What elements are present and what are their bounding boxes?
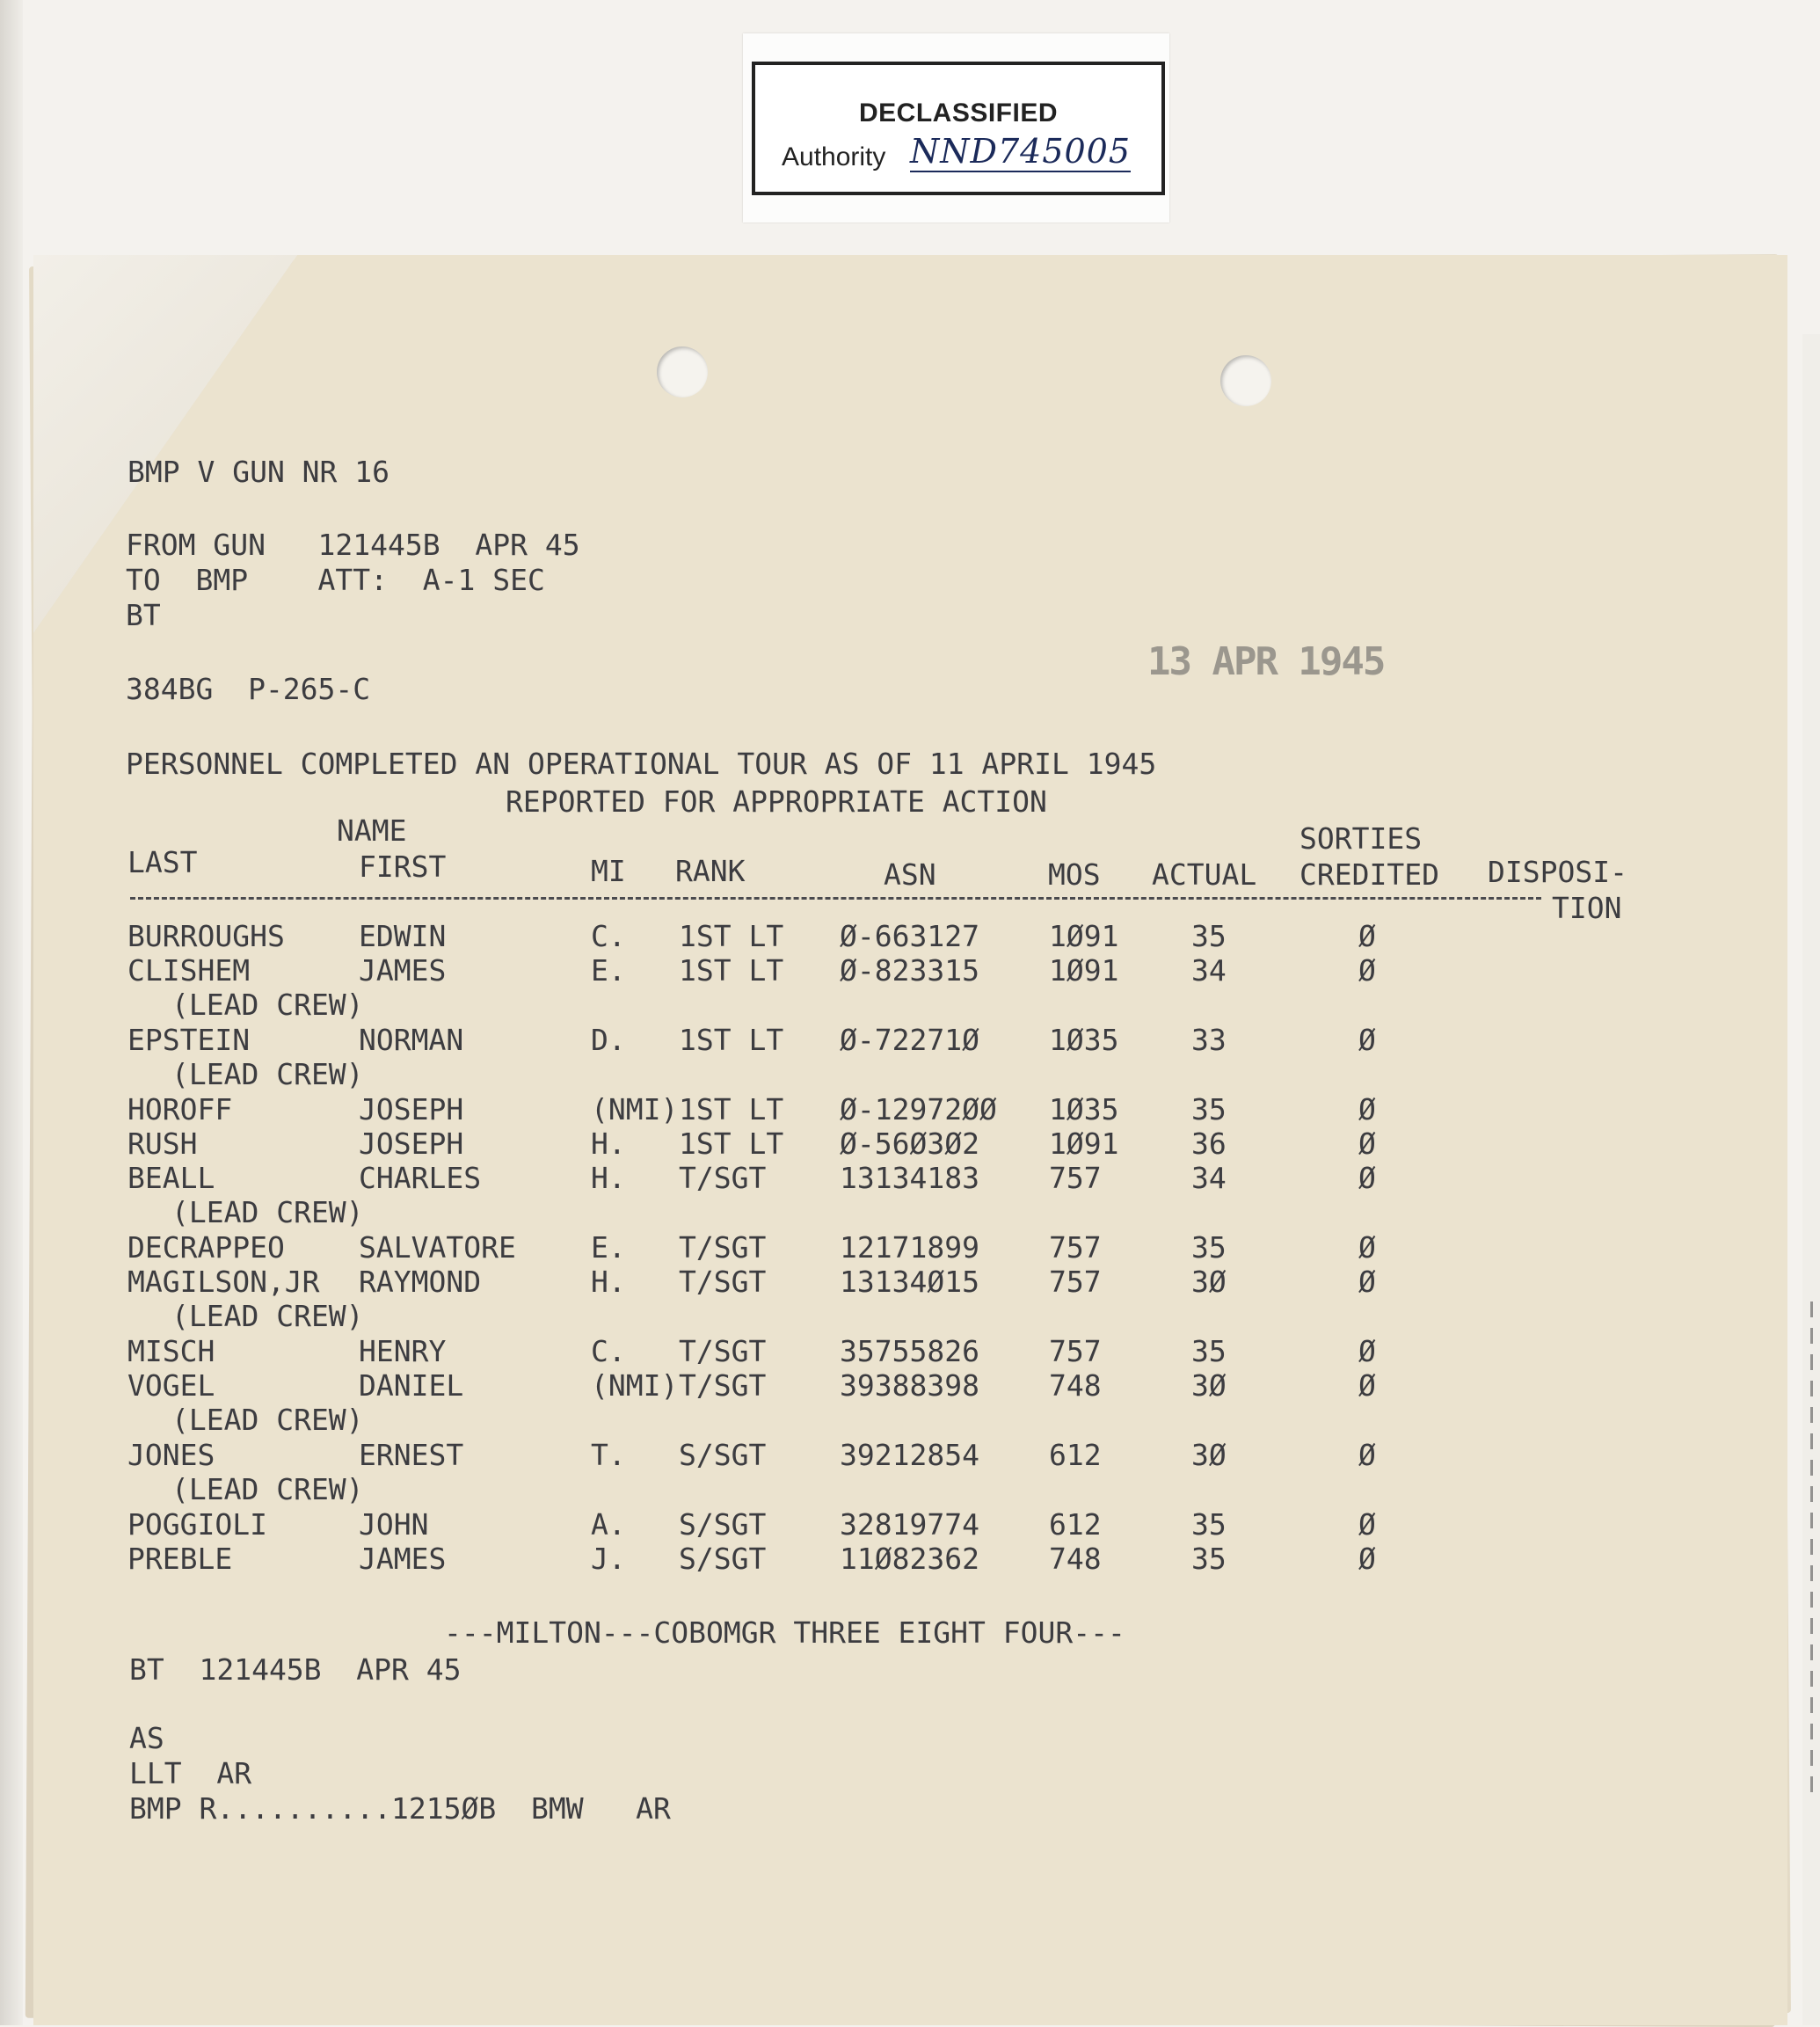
cell-rank: T/SGT: [679, 1265, 767, 1299]
cell-mi: C.: [591, 1334, 626, 1368]
cell-mi: J.: [591, 1542, 626, 1576]
cell-credited: Ø: [1358, 1127, 1376, 1161]
cell-mos: 1Ø35: [1049, 1092, 1119, 1127]
stamp-authority-label: Authority: [782, 142, 886, 171]
header-disposition: DISPOSI-: [1488, 855, 1627, 889]
cell-actual: 33: [1191, 1023, 1227, 1057]
cell-asn: Ø-12972ØØ: [840, 1092, 997, 1127]
cell-mi: (NMI): [591, 1368, 679, 1403]
punch-hole: [1220, 355, 1271, 406]
declassified-stamp: [752, 62, 1165, 195]
cell-last: POGGIOLI: [127, 1507, 267, 1542]
cell-first: JAMES: [359, 1542, 447, 1576]
cell-rank: T/SGT: [679, 1368, 767, 1403]
cell-credited: Ø: [1358, 919, 1376, 953]
footer-as: AS: [129, 1721, 164, 1755]
stamp-title: DECLASSIFIED: [858, 98, 1059, 128]
cell-last: BURROUGHS: [127, 919, 285, 953]
cell-first: JOHN: [359, 1507, 429, 1542]
cell-mos: 748: [1049, 1368, 1102, 1403]
cell-last: BEALL: [127, 1161, 215, 1195]
header-name: NAME: [337, 813, 407, 848]
cell-mi: C.: [591, 919, 626, 953]
header-sorties: SORTIES: [1299, 821, 1423, 856]
cell-asn: Ø-72271Ø: [840, 1023, 979, 1057]
cell-last: VOGEL: [127, 1368, 215, 1403]
cell-credited: Ø: [1358, 1161, 1376, 1195]
cell-actual: 35: [1191, 1507, 1227, 1542]
cell-rank: S/SGT: [679, 1438, 767, 1472]
header-disposition-cont: TION: [1552, 891, 1622, 925]
intro-line-2: REPORTED FOR APPROPRIATE ACTION: [506, 784, 1047, 819]
cell-first: ERNEST: [359, 1438, 464, 1472]
cell-rank: T/SGT: [679, 1230, 767, 1265]
cell-asn: Ø-56Ø3Ø2: [840, 1127, 979, 1161]
cell-mos: 757: [1049, 1161, 1102, 1195]
cell-note: (LEAD CREW): [171, 1472, 364, 1506]
cell-rank: S/SGT: [679, 1542, 767, 1576]
table-divider: [130, 897, 1541, 900]
header-last: LAST: [127, 845, 198, 879]
to-line: TO BMP ATT: A-1 SEC: [126, 563, 545, 597]
cell-credited: Ø: [1358, 1023, 1376, 1057]
cell-mos: 748: [1049, 1542, 1102, 1576]
cell-rank: 1ST LT: [679, 1092, 784, 1127]
cell-mos: 1Ø91: [1049, 953, 1119, 988]
cell-actual: 35: [1191, 1092, 1227, 1127]
cell-credited: Ø: [1358, 1542, 1376, 1576]
cell-rank: 1ST LT: [679, 953, 784, 988]
cell-mos: 1Ø35: [1049, 1023, 1119, 1057]
cell-actual: 35: [1191, 1230, 1227, 1265]
cell-asn: 35755826: [840, 1334, 979, 1368]
cell-mi: D.: [591, 1023, 626, 1057]
cell-rank: T/SGT: [679, 1161, 767, 1195]
cell-last: PREBLE: [127, 1542, 233, 1576]
cell-asn: Ø-663127: [840, 919, 979, 953]
cell-credited: Ø: [1358, 1265, 1376, 1299]
pencil-mark: [1810, 1302, 1813, 1794]
cell-note: (LEAD CREW): [171, 988, 364, 1022]
cell-actual: 35: [1191, 919, 1227, 953]
cell-credited: Ø: [1358, 1230, 1376, 1265]
signature-line: ---MILTON---COBOMGR THREE EIGHT FOUR---: [444, 1615, 1125, 1650]
cell-asn: 12171899: [840, 1230, 979, 1265]
break-marker: BT: [126, 598, 161, 632]
cell-actual: 34: [1191, 1161, 1227, 1195]
reference-number: 384BG P-265-C: [126, 672, 371, 706]
header-first: FIRST: [359, 849, 447, 884]
cell-first: HENRY: [359, 1334, 447, 1368]
cell-first: DANIEL: [359, 1368, 464, 1403]
intro-line-1: PERSONNEL COMPLETED AN OPERATIONAL TOUR AS OF 11 APRIL 1945: [126, 747, 1157, 781]
from-line: FROM GUN 121445B APR 45: [126, 528, 580, 562]
cell-first: RAYMOND: [359, 1265, 482, 1299]
cell-note: (LEAD CREW): [171, 1057, 364, 1091]
binder-edge: [0, 0, 23, 2025]
cell-credited: Ø: [1358, 1334, 1376, 1368]
cell-rank: S/SGT: [679, 1507, 767, 1542]
cell-actual: 3Ø: [1191, 1368, 1227, 1403]
cell-actual: 35: [1191, 1542, 1227, 1576]
cell-actual: 35: [1191, 1334, 1227, 1368]
cell-first: NORMAN: [359, 1023, 464, 1057]
cell-mi: E.: [591, 1230, 626, 1265]
header-asn: ASN: [884, 857, 936, 892]
cell-actual: 3Ø: [1191, 1265, 1227, 1299]
cell-first: EDWIN: [359, 919, 447, 953]
message-header: BMP V GUN NR 16: [127, 455, 390, 489]
cell-mos: 757: [1049, 1334, 1102, 1368]
cell-mos: 757: [1049, 1230, 1102, 1265]
cell-credited: Ø: [1358, 1507, 1376, 1542]
cell-credited: Ø: [1358, 953, 1376, 988]
cell-first: SALVATORE: [359, 1230, 516, 1265]
cell-actual: 3Ø: [1191, 1438, 1227, 1472]
header-actual: ACTUAL: [1152, 857, 1257, 892]
cell-last: EPSTEIN: [127, 1023, 251, 1057]
cell-rank: 1ST LT: [679, 1023, 784, 1057]
cell-asn: 11Ø82362: [840, 1542, 979, 1576]
received-date-stamp: 13 APR 1945: [1147, 639, 1385, 684]
cell-mi: H.: [591, 1127, 626, 1161]
cell-last: HOROFF: [127, 1092, 233, 1127]
cell-note: (LEAD CREW): [171, 1299, 364, 1333]
cell-mi: (NMI): [591, 1092, 679, 1127]
cell-first: JOSEPH: [359, 1092, 464, 1127]
cell-first: CHARLES: [359, 1161, 482, 1195]
cell-mos: 1Ø91: [1049, 1127, 1119, 1161]
cell-last: MAGILSON,JR: [127, 1265, 320, 1299]
cell-last: CLISHEM: [127, 953, 251, 988]
header-credited: CREDITED: [1299, 857, 1439, 892]
header-mos: MOS: [1048, 857, 1101, 892]
footer-llt: LLT AR: [129, 1756, 252, 1790]
cell-mos: 612: [1049, 1438, 1102, 1472]
cell-first: JAMES: [359, 953, 447, 988]
cell-last: DECRAPPEO: [127, 1230, 285, 1265]
cell-mos: 1Ø91: [1049, 919, 1119, 953]
punch-hole: [657, 346, 708, 397]
cell-mi: E.: [591, 953, 626, 988]
stamp-authority-value: NND745005: [910, 132, 1132, 171]
cell-asn: 32819774: [840, 1507, 979, 1542]
cell-asn: 13134183: [840, 1161, 979, 1195]
cell-asn: 39212854: [840, 1438, 979, 1472]
header-mi: MI: [591, 854, 626, 888]
cell-credited: Ø: [1358, 1092, 1376, 1127]
cell-rank: T/SGT: [679, 1334, 767, 1368]
cell-last: JONES: [127, 1438, 215, 1472]
cell-note: (LEAD CREW): [171, 1195, 364, 1229]
cell-note: (LEAD CREW): [171, 1403, 364, 1437]
cell-mos: 612: [1049, 1507, 1102, 1542]
cell-mi: H.: [591, 1161, 626, 1195]
cell-mos: 757: [1049, 1265, 1102, 1299]
footer-routing: BMP R..........1215ØB BMW AR: [129, 1791, 671, 1826]
cell-first: JOSEPH: [359, 1127, 464, 1161]
cell-actual: 36: [1191, 1127, 1227, 1161]
cell-mi: H.: [591, 1265, 626, 1299]
cell-rank: 1ST LT: [679, 919, 784, 953]
cell-actual: 34: [1191, 953, 1227, 988]
cell-asn: Ø-823315: [840, 953, 979, 988]
cell-credited: Ø: [1358, 1368, 1376, 1403]
cell-rank: 1ST LT: [679, 1127, 784, 1161]
cell-asn: 39388398: [840, 1368, 979, 1403]
header-rank: RANK: [675, 854, 746, 888]
cell-mi: A.: [591, 1507, 626, 1542]
footer-break-line: BT 121445B APR 45: [129, 1652, 462, 1687]
cell-credited: Ø: [1358, 1438, 1376, 1472]
cell-last: RUSH: [127, 1127, 198, 1161]
cell-asn: 13134Ø15: [840, 1265, 979, 1299]
cell-last: MISCH: [127, 1334, 215, 1368]
cell-mi: T.: [591, 1438, 626, 1472]
